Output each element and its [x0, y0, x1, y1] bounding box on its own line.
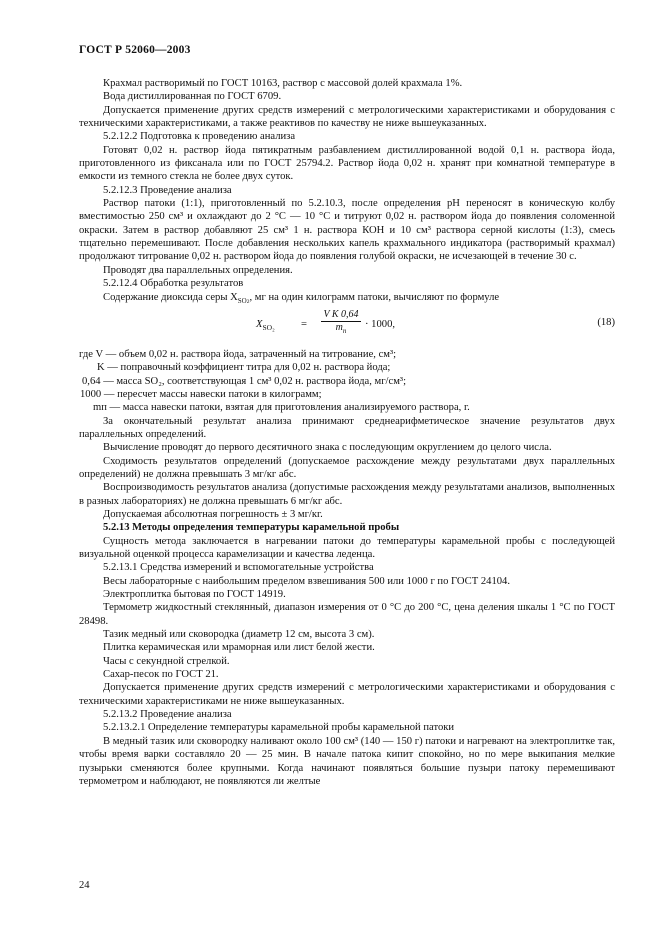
formula-lhs: $X_{SO_2}$: [256, 318, 275, 332]
paragraph: Термометр жидкостный стеклянный, диапазон измерения от 0 °С до 200 °С, цена деления шкалы 1 °С по ГОСТ 28498.: [79, 602, 615, 627]
document-header: ГОСТ Р 52060—2003: [79, 44, 191, 56]
paragraph: Допускается применение других средств измерений с метрологическими характеристиками и оборудования с техническими характеристиками, а также реактивов по качеству не ниже вышеуказанных.: [79, 104, 615, 130]
paragraph: Вода дистиллированная по ГОСТ 6709.: [103, 91, 282, 103]
paragraph: Допускается применение других средств измерений с метрологическими характеристиками и оборудования с техническими характеристиками не ниже вышеуказанных.: [79, 682, 615, 707]
subsection-heading: 5.2.13.2.1 Определение температуры карамельной пробы карамельной патоки: [103, 722, 455, 734]
paragraph: Тазик медный или сковородка (диаметр 12 см, высота 3 см).: [103, 629, 375, 641]
paragraph: Проводят два параллельных определения.: [103, 264, 293, 276]
paragraph: Электроплитка бытовая по ГОСТ 14919.: [103, 589, 286, 601]
paragraph: За окончательный результат анализа принимают среднеарифметическое значение результатов двух параллельных определений.: [79, 415, 615, 440]
paragraph: Часы с секундной стрелкой.: [103, 655, 230, 667]
formula-number: (18): [597, 316, 615, 328]
definition-item: где V — объем 0,02 н. раствора йода, затраченный на титрование, см³;: [79, 348, 397, 360]
paragraph: Допускаемая абсолютная погрешность ± 3 мг/кг.: [103, 508, 323, 520]
paragraph: Весы лабораторные с наибольшим пределом взвешивания 500 или 1000 г по ГОСТ 24104.: [103, 575, 511, 587]
formula-intro: Содержание диоксида серы $X_{SO2}$, мг на один килограмм патоки, вычисляют по формуле: [103, 291, 500, 305]
paragraph: Плитка керамическая или мраморная или лист белой жести.: [103, 642, 375, 654]
page-number: 24: [79, 880, 90, 891]
definition-item: 0,64 — масса SO₂, соответствующая 1 см³ 0,02 н. раствора йода, мг/см³;: [82, 375, 407, 387]
paragraph: Готовят 0,02 н. раствор йода пятикратным разбавлением дистиллированной водой 0,1 н. раствора йода, приготовленного из фиксанала или по ГОСТ 25794.2. Раствор йода 0,02 н. хранят при комнатной температуре в емкости из темного стекла не более двух суток.: [79, 144, 615, 183]
paragraph: Сходимость результатов определений (допускаемое расхождение между результатами двух параллельных определений) не должна превышать 3 мг/кг абс.: [79, 455, 615, 480]
paragraph: Вычисление проводят до первого десятичного знака с последующим округлением до целого числа.: [103, 442, 552, 454]
section-heading: 5.2.13 Методы определения температуры карамельной пробы: [103, 522, 400, 534]
formula-denominator: $m_п$: [335, 321, 347, 335]
definition-item: 1000 — пересчет массы навески патоки в килограмм;: [80, 388, 322, 400]
formula-multiplier: · 1000,: [365, 318, 396, 330]
subsection-heading: 5.2.12.4 Обработка результатов: [103, 278, 244, 290]
subsection-heading: 5.2.13.2 Проведение анализа: [103, 709, 232, 721]
subsection-heading: 5.2.12.3 Проведение анализа: [103, 184, 232, 196]
paragraph: Воспроизводимость результатов анализа (допустимые расхождения между результатами анализов, выполненных в разных лабораториях) не должна превышать 6 мг/кг абс.: [79, 482, 615, 507]
paragraph: Крахмал растворимый по ГОСТ 10163, раствор с массовой долей крахмала 1%.: [103, 78, 463, 89]
definition-item: K — поправочный коэффициент титра для 0,02 н. раствора йода;: [97, 362, 391, 374]
formula-fraction: [321, 309, 361, 334]
document-body: [79, 77, 615, 788]
formula-18: [79, 306, 615, 346]
paragraph: Раствор патоки (1:1), приготовленный по 5.2.10.3, после определения pH переносят в коническую колбу вместимостью 250 см³ и охлаждают до 2 °С — 10 °С и титруют 0,02 н. раствором йода до появления соломенной окраски. Затем в раствор добавляют 25 см³ 1 н. раствора КОН и 10 см³ раствора серной кислоты (1:3), смесь тщательно перемешивают. После добавления нескольких капель крахмального индикатора (растворимый крахмал) продолжают титрование 0,02 н. раствором йода до появления голубой окраски, не исчезающей в течение 30 с.: [79, 198, 615, 263]
subsection-heading: 5.2.12.2 Подготовка к проведению анализа: [103, 131, 296, 143]
paragraph: Сущность метода заключается в нагревании патоки до температуры карамельной пробы с последующей визуальной оценкой процесса карамелизации и качества леденца.: [79, 535, 615, 560]
definition-item: mп — масса навески патоки, взятая для приготовления анализируемого раствора, г.: [93, 402, 470, 414]
paragraph: В медный тазик или сковородку наливают около 100 см³ (140 — 150 г) патоки и нагревают на электроплитке так, чтобы время варки составляло 20 — 25 мин. В начале патока кипит спокойно, но по мере выкипания мелкие пузырьки сменяются более крупными. Когда начинают появляться большие пузыри патоку перемешивают термометром и наблюдают, не появляются ли желтые: [79, 735, 615, 787]
formula-numerator: V K 0,64: [321, 309, 361, 322]
paragraph: Сахар-песок по ГОСТ 21.: [103, 669, 219, 681]
subsection-heading: 5.2.13.1 Средства измерений и вспомогательные устройства: [103, 562, 374, 574]
formula-equals: =: [301, 318, 307, 330]
